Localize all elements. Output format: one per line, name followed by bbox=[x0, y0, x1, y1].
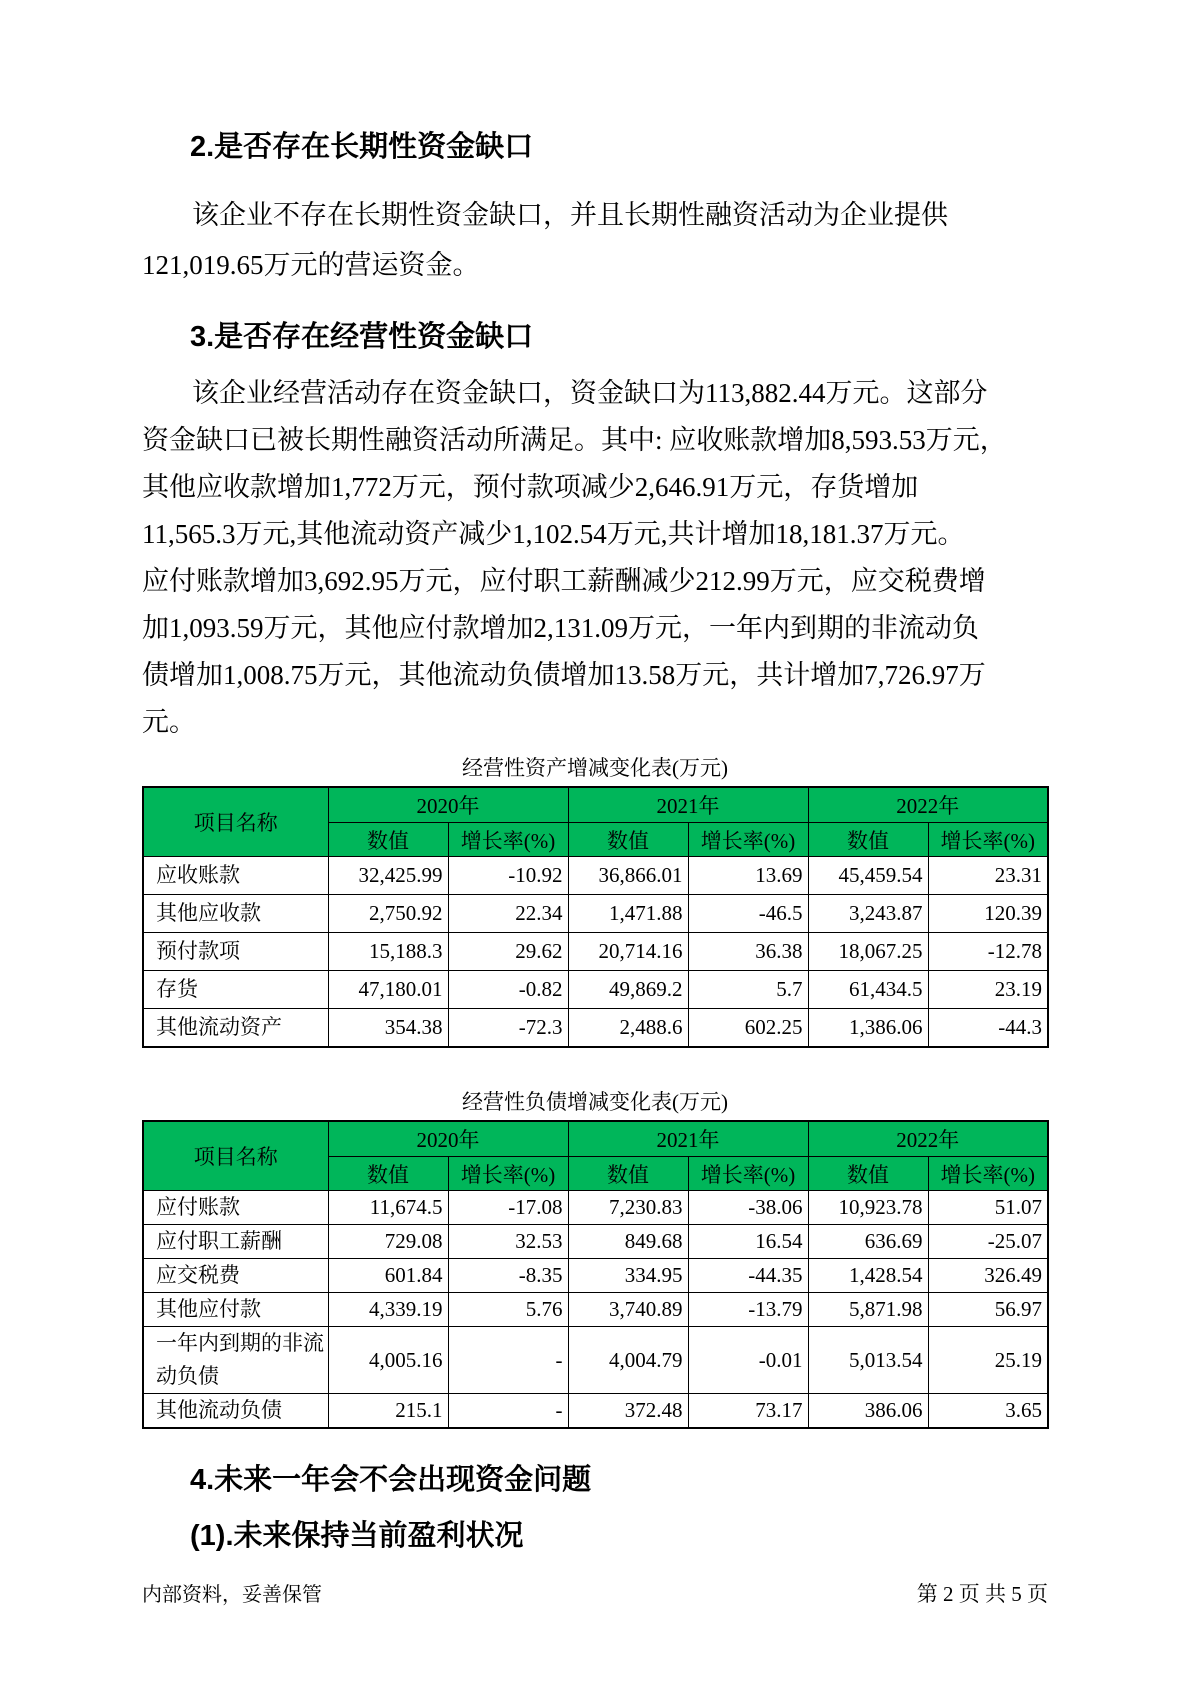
value-cell: 326.49 bbox=[928, 1259, 1048, 1293]
subcolumn-header-cell: 增长率(%) bbox=[688, 823, 808, 857]
page-footer bbox=[142, 1578, 1048, 1608]
operating-liabilities-table bbox=[142, 1120, 1049, 1429]
value-cell: 1,471.88 bbox=[568, 895, 688, 933]
value-cell: 215.1 bbox=[328, 1394, 448, 1429]
row-name-cell: 应付职工薪酬 bbox=[143, 1225, 328, 1259]
value-cell: 36.38 bbox=[688, 933, 808, 971]
page-content bbox=[142, 0, 1048, 1557]
text-line: 该企业经营活动存在资金缺口，资金缺口为113,882.44万元。这部分 bbox=[192, 378, 988, 408]
subcolumn-header-cell: 数值 bbox=[808, 1157, 928, 1191]
row-name-cell: 其他应收款 bbox=[143, 895, 328, 933]
value-cell: 23.19 bbox=[928, 971, 1048, 1009]
subcolumn-header-cell: 增长率(%) bbox=[448, 1157, 568, 1191]
value-cell: -8.35 bbox=[448, 1259, 568, 1293]
text-line: 应付账款增加3,692.95万元，应付职工薪酬减少212.99万元，应交税费增 bbox=[142, 566, 986, 596]
value-cell: 22.34 bbox=[448, 895, 568, 933]
value-cell: 729.08 bbox=[328, 1225, 448, 1259]
value-cell: -17.08 bbox=[448, 1191, 568, 1225]
year-header-cell: 2020年 bbox=[328, 787, 568, 823]
value-cell: 4,004.79 bbox=[568, 1327, 688, 1394]
value-cell: 3.65 bbox=[928, 1394, 1048, 1429]
value-cell: 29.62 bbox=[448, 933, 568, 971]
text-line: 其他应收款增加1,772万元，预付款项减少2,646.91万元，存货增加 bbox=[142, 472, 919, 502]
value-cell: 13.69 bbox=[688, 857, 808, 895]
table-row bbox=[143, 1293, 1048, 1327]
value-cell: 51.07 bbox=[928, 1191, 1048, 1225]
value-cell: 2,750.92 bbox=[328, 895, 448, 933]
value-cell: 16.54 bbox=[688, 1225, 808, 1259]
value-cell: 3,243.87 bbox=[808, 895, 928, 933]
table-row bbox=[143, 1394, 1048, 1429]
text-line: 该企业不存在长期性资金缺口，并且长期性融资活动为企业提供 bbox=[192, 200, 948, 230]
value-cell: 45,459.54 bbox=[808, 857, 928, 895]
subcolumn-header-cell: 增长率(%) bbox=[688, 1157, 808, 1191]
value-cell: 18,067.25 bbox=[808, 933, 928, 971]
value-cell: 7,230.83 bbox=[568, 1191, 688, 1225]
paragraph-operating-gap bbox=[142, 370, 1048, 746]
value-cell: 120.39 bbox=[928, 895, 1048, 933]
value-cell: -72.3 bbox=[448, 1009, 568, 1048]
value-cell: 1,428.54 bbox=[808, 1259, 928, 1293]
value-cell: -25.07 bbox=[928, 1225, 1048, 1259]
value-cell: 49,869.2 bbox=[568, 971, 688, 1009]
table-row bbox=[143, 1191, 1048, 1225]
table-row bbox=[143, 1327, 1048, 1394]
row-name-cell: 其他流动资产 bbox=[143, 1009, 328, 1048]
subcolumn-header-cell: 数值 bbox=[808, 823, 928, 857]
value-cell: 73.17 bbox=[688, 1394, 808, 1429]
paragraph-long-term-gap bbox=[142, 190, 1048, 290]
value-cell: -44.3 bbox=[928, 1009, 1048, 1048]
value-cell: 354.38 bbox=[328, 1009, 448, 1048]
value-cell: -10.92 bbox=[448, 857, 568, 895]
text-line: 资金缺口已被长期性融资活动所满足。其中: 应收账款增加8,593.53万元， bbox=[142, 425, 1007, 455]
value-cell: 2,488.6 bbox=[568, 1009, 688, 1048]
subcolumn-header-cell: 数值 bbox=[328, 1157, 448, 1191]
value-cell: 23.31 bbox=[928, 857, 1048, 895]
item-column-header: 项目名称 bbox=[143, 1121, 328, 1191]
value-cell: 5.76 bbox=[448, 1293, 568, 1327]
subcolumn-header-cell: 数值 bbox=[328, 823, 448, 857]
value-cell: 61,434.5 bbox=[808, 971, 928, 1009]
table-row bbox=[143, 895, 1048, 933]
value-cell: -0.01 bbox=[688, 1327, 808, 1394]
table-row bbox=[143, 1259, 1048, 1293]
section-heading-long-term-gap: 2.是否存在长期性资金缺口 bbox=[190, 131, 534, 163]
row-name-cell: 应交税费 bbox=[143, 1259, 328, 1293]
text-line: 11,565.3万元,其他流动资产减少1,102.54万元,共计增加18,181.37万元。 bbox=[142, 519, 965, 549]
value-cell: - bbox=[448, 1394, 568, 1429]
value-cell: -38.06 bbox=[688, 1191, 808, 1225]
section-heading-operating-gap: 3.是否存在经营性资金缺口 bbox=[190, 321, 534, 353]
value-cell: 32.53 bbox=[448, 1225, 568, 1259]
value-cell: 4,339.19 bbox=[328, 1293, 448, 1327]
value-cell: 386.06 bbox=[808, 1394, 928, 1429]
value-cell: -44.35 bbox=[688, 1259, 808, 1293]
value-cell: 47,180.01 bbox=[328, 971, 448, 1009]
row-name-cell: 应收账款 bbox=[143, 857, 328, 895]
row-name-cell: 其他应付款 bbox=[143, 1293, 328, 1327]
value-cell: 32,425.99 bbox=[328, 857, 448, 895]
value-cell: 334.95 bbox=[568, 1259, 688, 1293]
value-cell: 4,005.16 bbox=[328, 1327, 448, 1394]
value-cell: -46.5 bbox=[688, 895, 808, 933]
assets-table-title: 经营性资产增减变化表(万元) bbox=[462, 756, 728, 780]
subcolumn-header-cell: 增长率(%) bbox=[928, 1157, 1048, 1191]
value-cell: 11,674.5 bbox=[328, 1191, 448, 1225]
value-cell: -13.79 bbox=[688, 1293, 808, 1327]
footer-confidential-note: 内部资料，妥善保管 bbox=[142, 1584, 322, 1606]
value-cell: 372.48 bbox=[568, 1394, 688, 1429]
value-cell: 5.7 bbox=[688, 971, 808, 1009]
table-row bbox=[143, 1009, 1048, 1048]
value-cell: -12.78 bbox=[928, 933, 1048, 971]
table-row bbox=[143, 933, 1048, 971]
subcolumn-header-cell: 增长率(%) bbox=[448, 823, 568, 857]
table-row bbox=[143, 971, 1048, 1009]
value-cell: 10,923.78 bbox=[808, 1191, 928, 1225]
row-name-cell: 存货 bbox=[143, 971, 328, 1009]
value-cell: 602.25 bbox=[688, 1009, 808, 1048]
text-line: 债增加1,008.75万元，其他流动负债增加13.58万元，共计增加7,726.97万 bbox=[142, 660, 986, 690]
value-cell: -0.82 bbox=[448, 971, 568, 1009]
value-cell: 15,188.3 bbox=[328, 933, 448, 971]
value-cell: 25.19 bbox=[928, 1327, 1048, 1394]
value-cell: 20,714.16 bbox=[568, 933, 688, 971]
year-header-cell: 2021年 bbox=[568, 1121, 808, 1157]
value-cell: 1,386.06 bbox=[808, 1009, 928, 1048]
row-name-cell: 其他流动负债 bbox=[143, 1394, 328, 1429]
text-line: 121,019.65万元的营运资金。 bbox=[142, 250, 480, 280]
value-cell: 3,740.89 bbox=[568, 1293, 688, 1327]
item-column-header: 项目名称 bbox=[143, 787, 328, 857]
value-cell: 5,013.54 bbox=[808, 1327, 928, 1394]
value-cell: 601.84 bbox=[328, 1259, 448, 1293]
row-name-cell: 应付账款 bbox=[143, 1191, 328, 1225]
section-heading-future-funding: 4.未来一年会不会出现资金问题 bbox=[190, 1464, 592, 1496]
subcolumn-header-cell: 增长率(%) bbox=[928, 823, 1048, 857]
year-header-cell: 2021年 bbox=[568, 787, 808, 823]
year-header-cell: 2020年 bbox=[328, 1121, 568, 1157]
value-cell: 5,871.98 bbox=[808, 1293, 928, 1327]
table-row bbox=[143, 857, 1048, 895]
subcolumn-header-cell: 数值 bbox=[568, 823, 688, 857]
text-line: 加1,093.59万元，其他应付款增加2,131.09万元，一年内到期的非流动负 bbox=[142, 613, 979, 643]
value-cell: 56.97 bbox=[928, 1293, 1048, 1327]
text-line: 元。 bbox=[142, 707, 196, 737]
value-cell: 36,866.01 bbox=[568, 857, 688, 895]
year-header-cell: 2022年 bbox=[808, 1121, 1048, 1157]
value-cell: 849.68 bbox=[568, 1225, 688, 1259]
liabilities-table-title: 经营性负债增减变化表(万元) bbox=[462, 1090, 728, 1114]
section-heading-keep-profit: (1).未来保持当前盈利状况 bbox=[190, 1520, 524, 1552]
year-header-cell: 2022年 bbox=[808, 787, 1048, 823]
value-cell: - bbox=[448, 1327, 568, 1394]
subcolumn-header-cell: 数值 bbox=[568, 1157, 688, 1191]
value-cell: 636.69 bbox=[808, 1225, 928, 1259]
row-name-cell: 预付款项 bbox=[143, 933, 328, 971]
footer-page-number: 第 2 页 共 5 页 bbox=[916, 1582, 1048, 1606]
operating-assets-table bbox=[142, 786, 1049, 1048]
row-name-cell: 一年内到期的非流动负债 bbox=[143, 1327, 328, 1394]
table-row bbox=[143, 1225, 1048, 1259]
